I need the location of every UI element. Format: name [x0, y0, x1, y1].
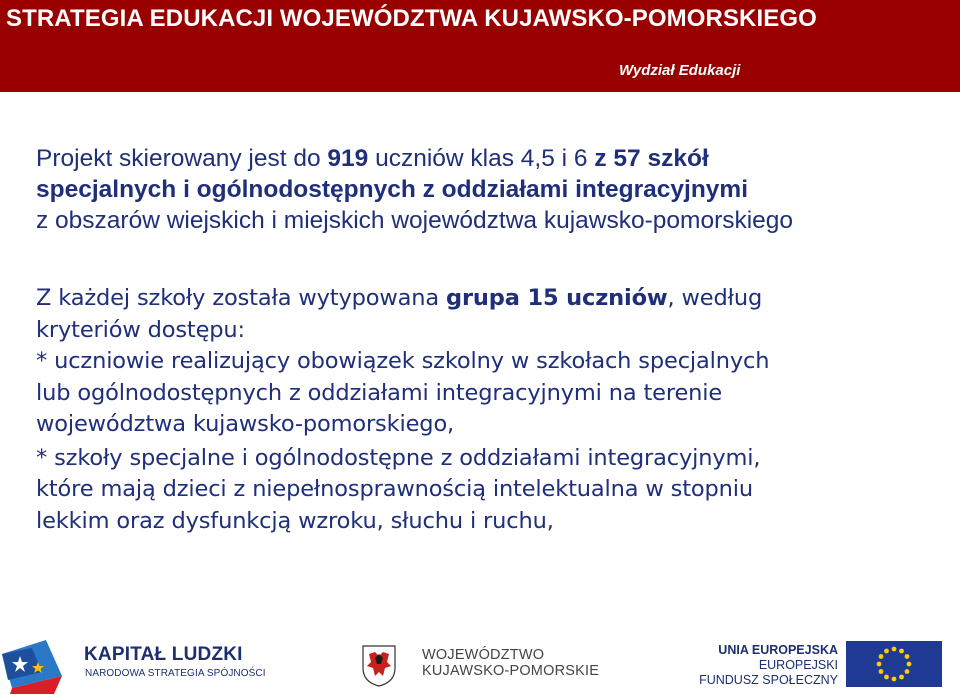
kapital-ludzki-logo-icon [2, 632, 70, 694]
eu-line-3: FUNDUSZ SPOŁECZNY [699, 673, 838, 687]
criteria-line-3: * uczniowie realizujący obowiązek szkolny w szkołach specjalnych [36, 348, 770, 374]
department-subtitle: Wydział Edukacji [619, 62, 741, 79]
criteria-line-1 [36, 283, 936, 315]
eu-line-1: UNIA EUROPEJSKA [718, 643, 838, 657]
text-segment: Projekt skierowany jest do [36, 145, 328, 172]
kapital-ludzki-subtitle: NARODOWA STRATEGIA SPÓJNOŚCI [85, 668, 266, 679]
criteria-line-2: kryteriów dostępu: [36, 316, 245, 343]
schools-count: z 57 szkół [594, 145, 709, 172]
text-segment: Z każdej szkoły została wytypowana [36, 285, 447, 311]
criteria-line-8: lekkim oraz dysfunkcją wzroku, słuchu i ruchu, [36, 507, 554, 534]
criteria-description [36, 283, 936, 537]
page-title: STRATEGIA EDUKACJI WOJEWÓDZTWA KUJAWSKO-POMORSKIEGO [6, 5, 817, 32]
criteria-line-6: * szkoły specjalne i ogólnodostępne z oddziałami integracyjnymi, [36, 444, 761, 471]
header-bar [0, 0, 960, 92]
project-line-2: specjalnych i ogólnodostępnych z oddziałami integracyjnymi [36, 176, 749, 203]
criteria-line-7: które mają dzieci z niepełnosprawnością intelektualna w stopniu [36, 476, 753, 502]
kapital-ludzki-title: KAPITAŁ LUDZKI [84, 644, 243, 665]
eu-flag-icon [846, 641, 942, 687]
voivodeship-line-2: KUJAWSKO-POMORSKIE [422, 663, 600, 679]
eu-line-2: EUROPEJSKI [758, 658, 838, 672]
criteria-line-5: województwa kujawsko-pomorskiego, [36, 411, 455, 437]
text-segment: , według [667, 285, 763, 311]
footer-logos [0, 632, 960, 695]
project-description [36, 143, 936, 236]
project-line-1 [36, 143, 936, 174]
criteria-line-4: lub ogólnodostępnych z oddziałami integracyjnymi na terenie [36, 379, 723, 406]
students-count: 919 [327, 145, 369, 172]
group-size: grupa 15 uczniów [446, 285, 668, 311]
voivodeship-line-1: WOJEWÓDZTWO [422, 647, 545, 663]
text-segment: uczniów klas 4,5 i 6 [368, 145, 595, 172]
eagle-crest-icon [355, 640, 403, 688]
project-line-3: z obszarów wiejskich i miejskich województwa kujawsko-pomorskiego [36, 207, 794, 234]
